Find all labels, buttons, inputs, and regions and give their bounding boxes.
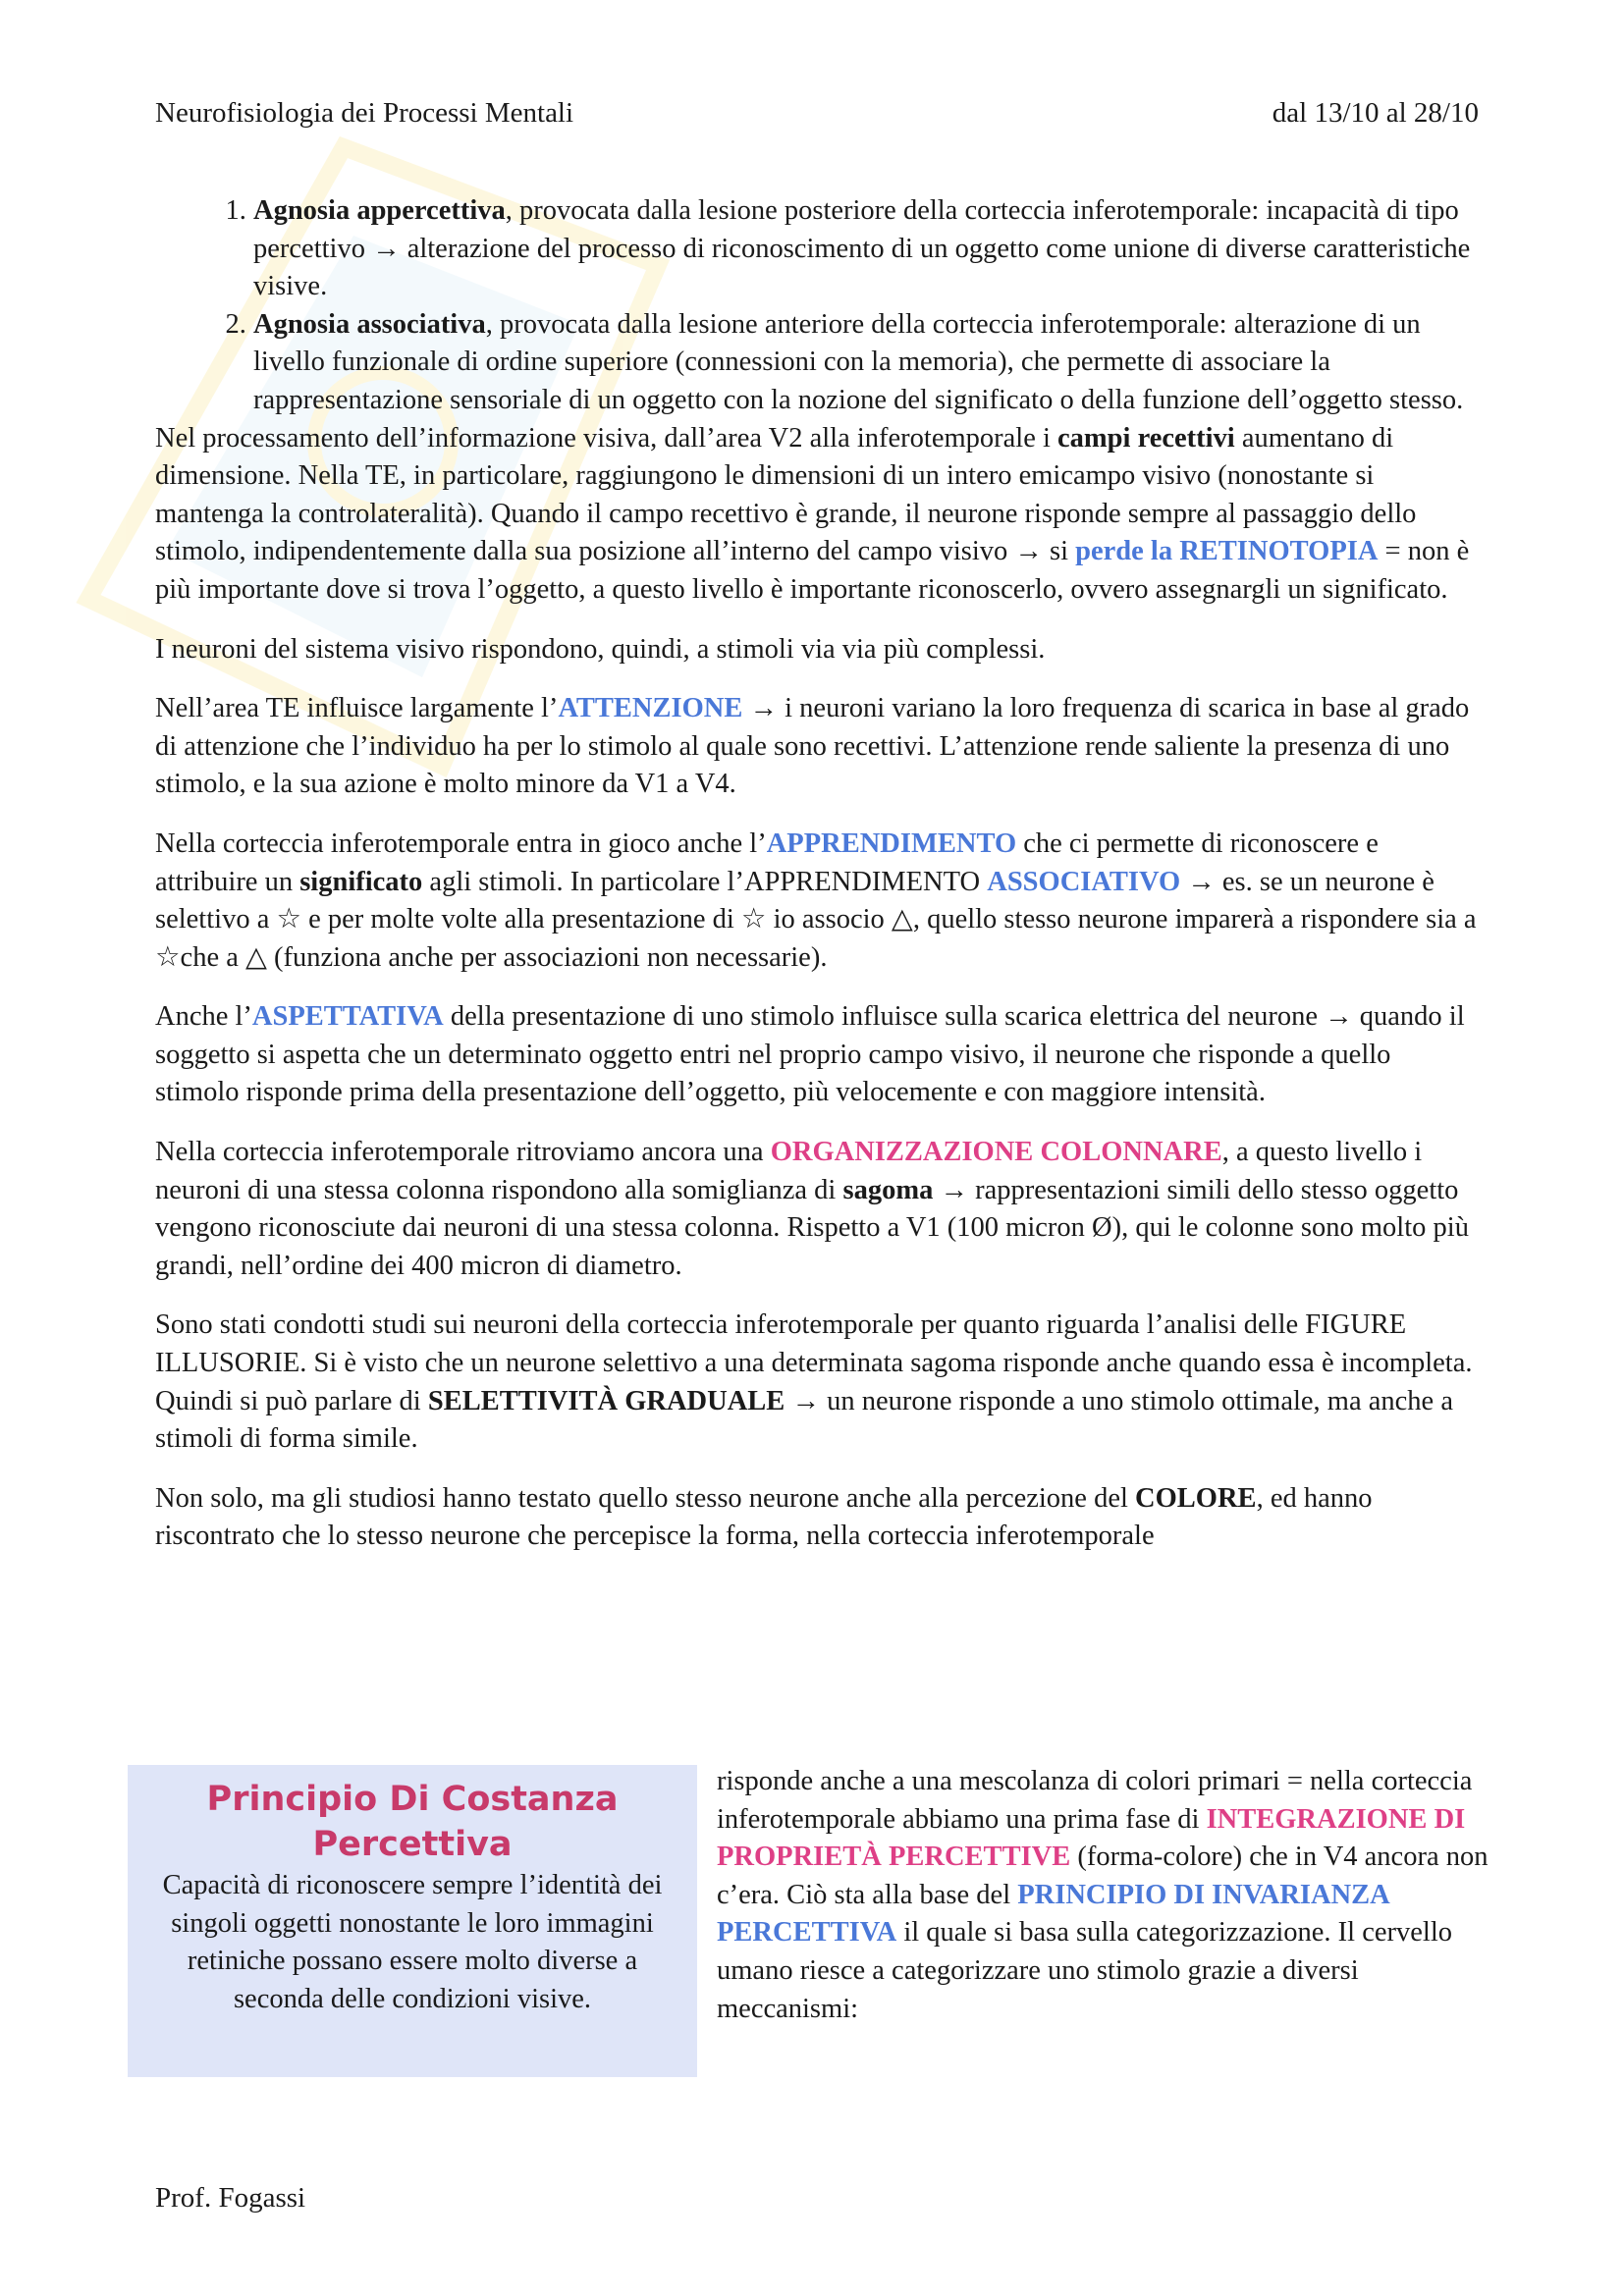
highlight-associativo: ASSOCIATIVO xyxy=(987,866,1181,897)
paragraph-figure-illusorie xyxy=(155,1307,1481,1458)
list-item-text: , provocata dalla lesione posteriore della corteccia inferotemporale: incapacità di tipo percettivo → alterazione del processo di riconoscimento di un oggetto come unione di diverse caratteristiche visive. xyxy=(253,195,1471,302)
text-run: agli stimoli. In particolare l’APPRENDIMENTO xyxy=(422,866,988,897)
text-run: aumentano di dimensione. Nella TE, in particolare, raggiungono le dimensioni di un intero emicampo visivo (nonostante si mantenga la controlateralità). Quando il campo recettivo è grande, il neurone risponde sempre al passaggio dello stimolo, indipendentemente dalla sua posizione all’interno del campo visivo → si xyxy=(155,422,1417,567)
paragraph-attenzione xyxy=(155,690,1481,804)
paragraph-integrazione xyxy=(717,1763,1492,2028)
highlight-attenzione: ATTENZIONE xyxy=(558,693,743,724)
text-run: rappresentazioni simili dello stesso oggetto vengono riconosciute dai neuroni di una stessa colonna. Rispetto a V1 (100 micron Ø), qui le colonne sono molto più grandi, nell’ordine dei 400 micron di diametro. xyxy=(155,1174,1469,1281)
list-item-term: Agnosia appercettiva xyxy=(253,195,506,226)
callout-text: Capacità di riconoscere sempre l’identità dei singoli oggetti nonostante le loro immagini retiniche possano essere molto diverse a seconda delle condizioni visive. xyxy=(162,1870,663,2014)
text-run: , a questo livello i neuroni di una stessa colonna rispondono alla somiglianza di xyxy=(155,1137,1423,1205)
paragraph-campi-recettivi xyxy=(155,420,1481,610)
highlight-apprendimento: APPRENDIMENTO xyxy=(766,828,1017,859)
text-bold: SELETTIVITÀ GRADUALE xyxy=(427,1385,785,1416)
text-bold: campi recettivi xyxy=(1057,422,1235,454)
header-date-range: dal 13/10 al 28/10 xyxy=(1272,97,1479,129)
text-run: risponde anche a una mescolanza di colori primari = nella corteccia inferotemporale abbiamo una prima fase di xyxy=(717,1766,1473,1835)
list-item xyxy=(253,192,1481,306)
paragraph-aspettativa xyxy=(155,998,1481,1112)
text-run: Nel processamento dell’informazione visiva, dall’area V2 alla inferotemporale i xyxy=(155,422,1058,454)
text-run: che ci permette di riconoscere e attribuire un xyxy=(155,828,1379,897)
main-content xyxy=(155,192,1481,1577)
text-run: = non è più importante dove si trova l’oggetto, a questo livello è importante riconoscerlo, ovvero assegnargli un significato. xyxy=(155,536,1470,605)
list-item xyxy=(253,306,1481,420)
text-bold: significato xyxy=(299,866,423,897)
text-run: della presentazione di uno stimolo influisce sulla scarica elettrica del neurone → quando il soggetto si aspetta che un determinato oggetto entri nel proprio campo visivo, il neurone che risponde a quello stimolo risponde prima della presentazione dell’oggetto, più velocemente e con maggiore intensità. xyxy=(155,1001,1465,1108)
text-run: Anche l’ xyxy=(155,1001,252,1033)
text-bold: COLORE xyxy=(1135,1482,1257,1514)
page-header xyxy=(155,94,1479,132)
text-run: Nell’area TE influisce largamente l’ xyxy=(155,693,559,724)
text-run: → es. se un neurone è selettivo a ☆ e per molte volte alla presentazione di ☆ io associo △, quello stesso neurone imparerà a rispondere sia a ☆che a △ (funziona anche per associazioni non necessarie). xyxy=(155,866,1477,973)
text-run: Non solo, ma gli studiosi hanno testato quello stesso neurone anche alla percezione del xyxy=(155,1482,1136,1514)
highlight-integrazione: INTEGRAZIONE DI PROPRIETÀ PERCETTIVE xyxy=(717,1803,1466,1873)
text-run: Nella corteccia inferotemporale entra in gioco anche l’ xyxy=(155,828,767,859)
text-run: Sono stati condotti studi sui neuroni della corteccia inferotemporale per quanto riguarda l’analisi delle FIGURE ILLUSORIE. Si è visto che un neurone selettivo a una determinata sagoma risponde anche quando essa è incompleta. Quindi si può parlare di xyxy=(155,1309,1473,1416)
text-run: (forma-colore) che in V4 ancora non c’era. Ciò sta alla base del xyxy=(717,1842,1489,1910)
highlight-organizzazione-colonnare: ORGANIZZAZIONE COLONNARE xyxy=(770,1137,1222,1168)
paragraph-organizzazione-colonnare xyxy=(155,1134,1481,1285)
paragraph-stimoli-complessi: I neuroni del sistema visivo rispondono, quindi, a stimoli via via più complessi. xyxy=(155,633,1046,665)
text-run: Nella corteccia inferotemporale ritroviamo ancora una xyxy=(155,1137,771,1168)
paragraph-apprendimento xyxy=(155,826,1481,977)
page-footer: Prof. Fogassi xyxy=(155,2182,306,2214)
callout-title: Principio Di Costanza Percettiva xyxy=(206,1780,619,1864)
text-run: → i neuroni variano la loro frequenza di scarica in base al grado di attenzione che l’individuo ha per lo stimolo al quale sono recettivi. L’attenzione rende saliente la presenza di uno stimolo, e la sua azione è molto minore da V1 a V4. xyxy=(155,693,1470,800)
highlight-invarianza: PRINCIPIO DI INVARIANZA PERCETTIVA xyxy=(717,1879,1389,1949)
paragraph-colore xyxy=(155,1480,1481,1556)
highlight-aspettativa: ASPETTATIVA xyxy=(251,1001,444,1033)
highlight-retinotopia: perde la RETINOTOPIA xyxy=(1075,536,1379,567)
agnosia-list xyxy=(155,192,1481,420)
header-course-title: Neurofisiologia dei Processi Mentali xyxy=(155,97,574,129)
text-bold: sagoma → xyxy=(842,1174,968,1205)
list-item-text: , provocata dalla lesione anteriore della corteccia inferotemporale: alterazione di un livello funzionale di ordine superiore (connessioni con la memoria), che permette di associare la rappresentazione sensoriale di un oggetto con la nozione del significato o della funzione dell’oggetto stesso. xyxy=(253,308,1464,415)
principle-callout-box xyxy=(128,1765,697,2077)
text-run: → un neurone risponde a uno stimolo ottimale, ma anche a stimoli di forma simile. xyxy=(155,1385,1453,1455)
text-run: , ed hanno riscontrato che lo stesso neurone che percepisce la forma, nella corteccia inferotemporale xyxy=(155,1482,1373,1552)
list-item-term: Agnosia associativa xyxy=(253,308,486,340)
text-run: il quale si basa sulla categorizzazione. Il cervello umano riesce a categorizzare uno stimolo grazie a diversi meccanismi: xyxy=(717,1917,1452,2024)
